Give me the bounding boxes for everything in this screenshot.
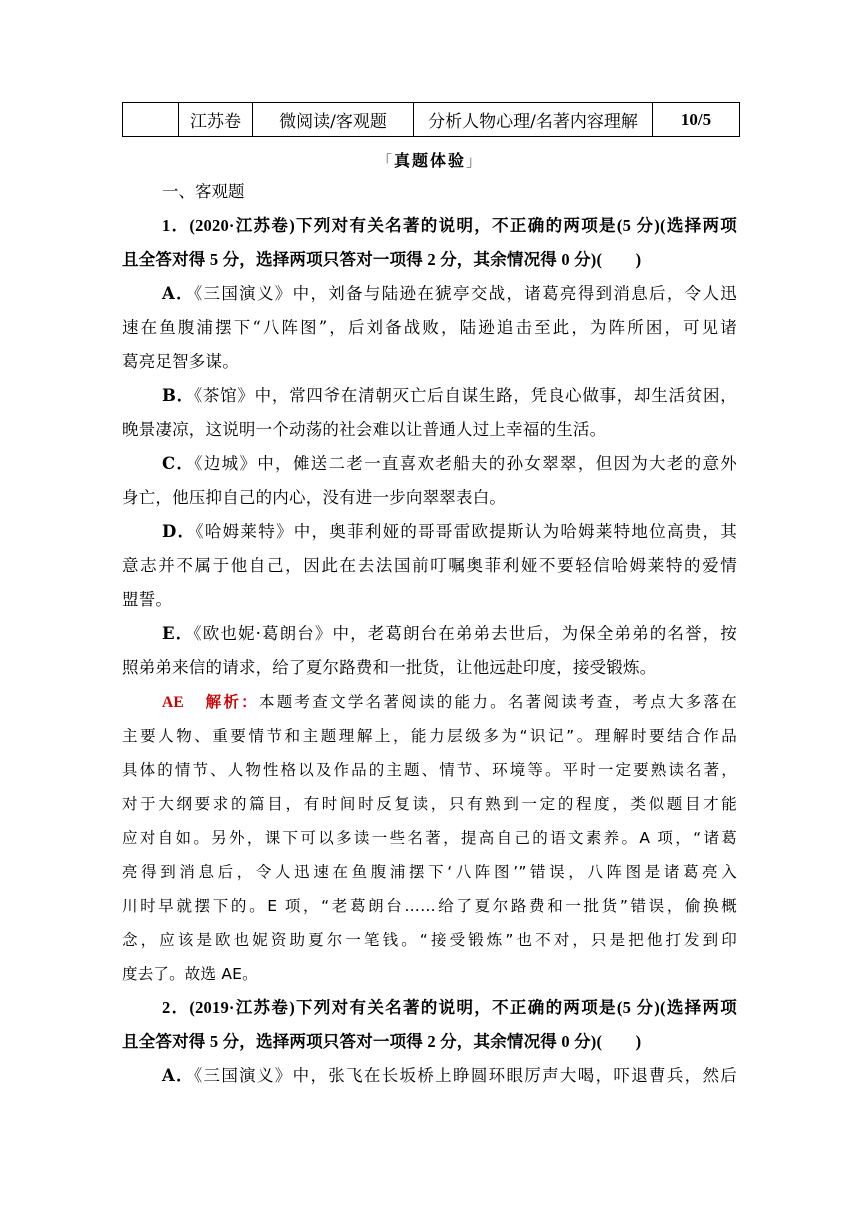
q1-option-a-cont: 速在鱼腹浦摆下“八阵图”，后刘备战败，陆逊追击至此，为阵所困，可见诸 <box>122 318 737 337</box>
q1-analysis-line: 具体的情节、人物性格以及作品的主题、情节、环境等。平时一定要熟读名著， <box>122 761 737 779</box>
analysis-label: 解析： <box>205 693 259 711</box>
part-heading: 一、客观题 <box>162 182 245 201</box>
q1-option-a-cont: 葛亮足智多谋。 <box>122 352 239 371</box>
q2-stem-line: 2．(2019·江苏卷)下列对有关名著的说明，不正确的两项是(5 分)(选择两项 <box>162 998 737 1017</box>
table-cell-score: 10/5 <box>653 103 740 137</box>
q1-analysis-line: 度去了。故选 AE。 <box>122 965 258 983</box>
q1-option-e: E．《欧也妮·葛朗台》中，老葛朗台在弟弟去世后，为保全弟弟的名誉，按 <box>162 624 737 643</box>
table-cell-blank <box>123 103 179 137</box>
content-body <box>122 175 737 1093</box>
answer-key: AE <box>162 694 184 711</box>
q1-analysis-line: 亮得到消息后，令人迅速在鱼腹浦摆下‘八阵图’”错误，八阵图是诸葛亮入 <box>122 863 737 881</box>
table-cell-focus: 分析人物心理/名著内容理解 <box>414 103 653 137</box>
q1-option-d: D．《哈姆莱特》中，奥菲利娅的哥哥雷欧提斯认为哈姆莱特地位高贵，其 <box>162 522 737 541</box>
q2-option-a: A．《三国演义》中，张飞在长坂桥上睁圆环眼厉声大喝，吓退曹兵，然后 <box>162 1066 738 1085</box>
section-title <box>0 148 860 171</box>
q2-stem-line: 且全答对得 5 分，选择两项只答对一项得 2 分，其余情况得 0 分)( ) <box>122 1032 642 1051</box>
table-row <box>123 103 740 137</box>
table-cell-type: 微阅读/客观题 <box>253 103 414 137</box>
q1-option-b-cont: 晚景凄凉，这说明一个动荡的社会难以让普通人过上幸福的生活。 <box>122 420 607 439</box>
q1-analysis-line: 对于大纲要求的篇目，有时间时反复读，只有熟到一定的程度，类似题目才能 <box>122 795 737 813</box>
header-table <box>122 102 740 137</box>
q1-option-e-cont: 照弟弟来信的请求，给了夏尔路费和一批货，让他远赴印度，接受锻炼。 <box>122 658 657 677</box>
q1-stem-line: 且全答对得 5 分，选择两项只答对一项得 2 分，其余情况得 0 分)( ) <box>122 250 642 269</box>
q1-analysis-line: 念，应该是欧也妮资助夏尔一笔钱。“接受锻炼”也不对，只是把他打发到印 <box>122 931 737 949</box>
q1-option-d-cont: 意志并不属于他自己，因此在去法国前叮嘱奥菲利娅不要轻信哈姆莱特的爱情 <box>122 556 737 575</box>
left-bracket: 「 <box>376 152 394 170</box>
q1-stem-line: 1．(2020·江苏卷)下列对有关名著的说明，不正确的两项是(5 分)(选择两项 <box>162 216 737 235</box>
q1-option-d-cont: 盟誓。 <box>122 590 173 609</box>
table-cell-exam: 江苏卷 <box>179 103 253 137</box>
q1-option-a: A．《三国演义》中，刘备与陆逊在猇亭交战，诸葛亮得到消息后，令人迅 <box>162 284 738 303</box>
q1-option-b: B．《茶馆》中，常四爷在清朝灭亡后自谋生路，凭良心做事，却生活贫困， <box>162 386 737 405</box>
q1-analysis-line: 川时早就摆下的。E 项，“老葛朗台……给了夏尔路费和一批货”错误，偷换概 <box>122 897 737 915</box>
q1-analysis-line: 应对自如。另外，课下可以多读一些名著，提高自己的语文素养。A 项，“诸葛 <box>122 829 737 847</box>
right-bracket: 」 <box>466 152 484 170</box>
section-title-text: 真题体验 <box>393 151 466 170</box>
q1-analysis-line: AE 解析：本题考查文学名著阅读的能力。名著阅读考查，考点大多落在 <box>162 693 737 711</box>
q1-option-c-cont: 身亡，他压抑自己的内心，没有进一步向翠翠表白。 <box>122 488 507 507</box>
q1-option-c: C．《边城》中，傩送二老一直喜欢老船夫的孙女翠翠，但因为大老的意外 <box>162 454 737 473</box>
q1-analysis-line: 主要人物、重要情节和主题理解上，能力层级多为“识记”。理解时要结合作品 <box>122 727 737 745</box>
